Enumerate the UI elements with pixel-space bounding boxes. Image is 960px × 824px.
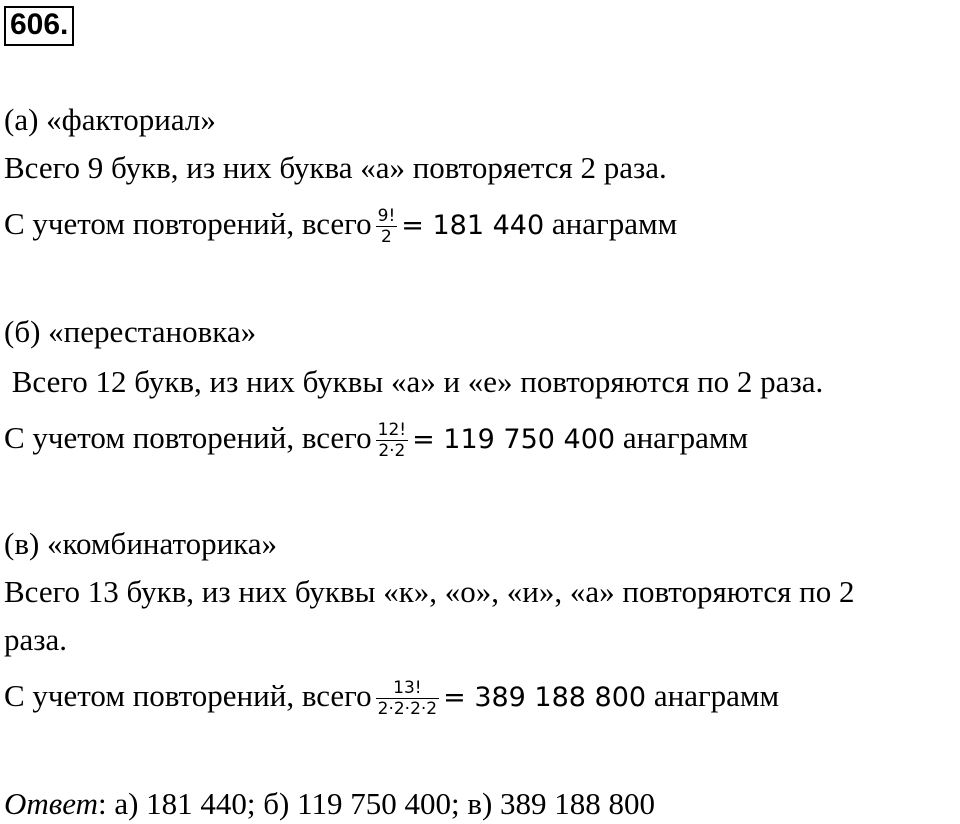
part-c-statement-continued: раза. bbox=[4, 622, 68, 657]
calc-suffix: анаграмм bbox=[653, 678, 780, 713]
calc-suffix: анаграмм bbox=[551, 206, 678, 241]
part-b-statement: Всего 12 букв, из них буквы «а» и «е» повторяются по 2 раза. bbox=[4, 364, 824, 399]
part-a-calculation bbox=[4, 206, 677, 247]
fraction bbox=[376, 206, 398, 247]
fraction-numerator: 9! bbox=[377, 206, 396, 227]
fraction-denominator: 2·2 bbox=[378, 441, 406, 462]
calc-result: = 389 188 800 bbox=[443, 682, 647, 713]
answer-line bbox=[4, 786, 655, 822]
fraction-numerator: 13! bbox=[376, 678, 439, 699]
calc-result: = 181 440 bbox=[401, 210, 545, 241]
answer-text: : а) 181 440; б) 119 750 400; в) 389 188 800 bbox=[97, 786, 656, 821]
calc-suffix: анаграмм bbox=[622, 420, 749, 455]
calc-prefix: С учетом повторений, всего bbox=[4, 420, 372, 455]
calc-prefix: С учетом повторений, всего bbox=[4, 678, 372, 713]
task-number: 606. bbox=[4, 6, 74, 46]
part-b-calculation bbox=[4, 420, 748, 461]
part-c-header: (в) «комбинаторика» bbox=[4, 526, 278, 561]
part-c-statement: Всего 13 букв, из них буквы «к», «о», «и», «а» повторяются по 2 bbox=[4, 574, 855, 609]
fraction-denominator: 2·2·2·2 bbox=[377, 699, 438, 720]
fraction-numerator: 12! bbox=[377, 420, 407, 441]
fraction-denominator: 2 bbox=[381, 227, 392, 248]
answer-label: Ответ bbox=[4, 786, 98, 821]
fraction bbox=[376, 678, 439, 719]
part-a-header: (а) «факториал» bbox=[4, 102, 216, 137]
part-b-header: (б) «перестановка» bbox=[4, 314, 257, 349]
calc-prefix: С учетом повторений, всего bbox=[4, 206, 372, 241]
calc-result: = 119 750 400 bbox=[412, 424, 616, 455]
part-c-calculation bbox=[4, 678, 779, 719]
part-a-statement: Всего 9 букв, из них буква «а» повторяется 2 раза. bbox=[4, 150, 667, 185]
fraction bbox=[376, 420, 408, 461]
